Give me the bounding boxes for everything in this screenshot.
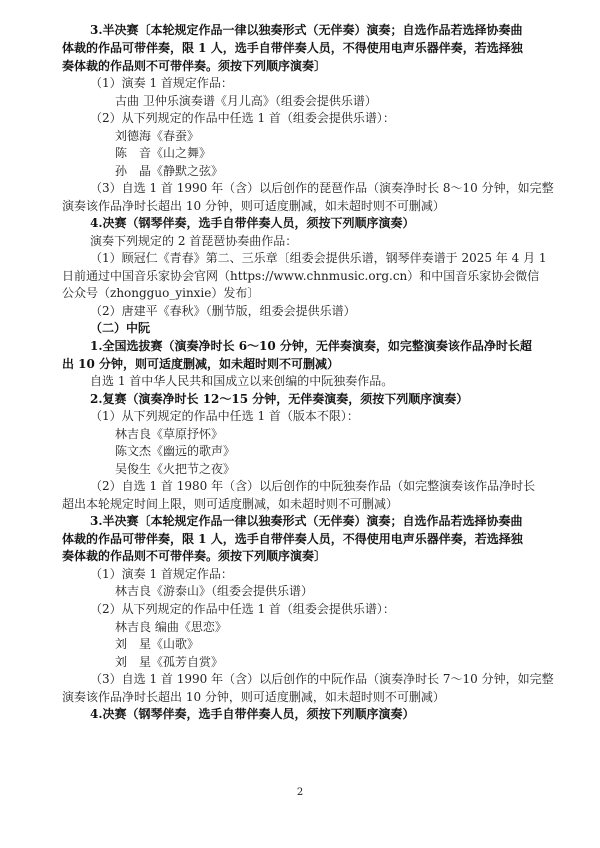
text-line: 刘德海《春蚕》 (115, 129, 200, 143)
text-line: 奏体裁的作品则不可带伴奏。须按下列顺序演奏〕 (62, 549, 327, 563)
text-line: （2）从下列规定的作品中任选 1 首（组委会提供乐谱）： (90, 111, 395, 125)
text-line: （3）自选 1 首 1990 年（含）以后创作的琵琶作品（演奏净时长 8～10 分钟，如完整 (90, 181, 554, 195)
text-line: 2.复赛（演奏净时长 12～15 分钟，无伴奏演奏，须按下列顺序演奏） (90, 392, 469, 406)
text-line: 刘 星《孤芳自赏》 (115, 655, 224, 669)
text-line: 4.决赛（钢琴伴奏，选手自带伴奏人员，须按下列顺序演奏） (90, 707, 415, 721)
text-line: 体裁的作品可带伴奏，限 1 人，选手自带伴奏人员，不得使用电声乐器伴奏，若选择独 (62, 41, 523, 55)
text-line: 体裁的作品可带伴奏，限 1 人，选手自带伴奏人员，不得使用电声乐器伴奏，若选择独 (62, 532, 523, 546)
text-line: 出 10 分钟，则可适度删减，如未超时则不可删减） (62, 357, 340, 371)
text-line: （2）自选 1 首 1980 年（含）以后创作的中阮独奏作品（如完整演奏该作品净时长 (90, 479, 536, 493)
text-line: 陈文杰《幽远的歌声》 (115, 444, 236, 458)
text-line: 林吉良《游泰山》（组委会提供乐谱） (115, 584, 314, 598)
text-line: 公众号（zhongguo_yinxie）发布〕 (62, 286, 260, 300)
text-line: 孙 晶《静默之弦》 (115, 164, 224, 178)
text-line: 3.半决赛〔本轮规定作品一律以独奏形式（无伴奏）演奏；自选作品若选择协奏曲 (90, 23, 523, 37)
text-line: 4.决赛（钢琴伴奏，选手自带伴奏人员，须按下列顺序演奏） (90, 216, 415, 230)
text-line: （3）自选 1 首 1990 年（含）以后创作的中阮作品（演奏净时长 7～10 分钟，如完整 (90, 672, 554, 686)
text-line: 林吉良 编曲《思恋》 (115, 620, 227, 634)
text-line: 林吉良《草原抒怀》 (115, 427, 224, 441)
text-line: （1）演奏 1 首规定作品： (90, 567, 233, 581)
text-line: （1）顾冠仁《青春》第二、三乐章〔组委会提供乐谱，钢琴伴奏谱于 2025 年 4 月 1 (90, 251, 547, 265)
text-line: 吴俊生《火把节之夜》 (115, 462, 236, 476)
text-line: （2）从下列规定的作品中任选 1 首（组委会提供乐谱）： (90, 602, 395, 616)
text-line: 演奏该作品净时长超出 10 分钟，则可适度删减，如未超时则不可删减） (62, 690, 445, 704)
text-line: 自选 1 首中华人民共和国成立以来创编的中阮独奏作品。 (90, 374, 394, 388)
text-line: 奏体裁的作品则不可带伴奏。须按下列顺序演奏〕 (62, 59, 327, 73)
text-line: 超出本轮规定时间上限，则可适度删减，如未超时则不可删减） (62, 497, 399, 511)
page-number: 2 (296, 787, 304, 798)
text-line: 日前通过中国音乐家协会官网（https://www.chnmusic.org.cn）和中国音乐家协会微信 (62, 269, 540, 283)
text-line: 演奏该作品净时长超出 10 分钟，则可适度删减，如未超时则不可删减） (62, 199, 445, 213)
text-line: （1）从下列规定的作品中任选 1 首（版本不限）： (90, 409, 359, 423)
text-line: 陈 音《山之舞》 (115, 146, 212, 160)
text-line: （2）唐建平《春秋》（删节版，组委会提供乐谱） (90, 304, 356, 318)
text-line: 1.全国选拔赛（演奏净时长 6～10 分钟，无伴奏演奏，如完整演奏该作品净时长超 (90, 339, 532, 353)
text-line: （二）中阮 (90, 321, 151, 335)
text-line: 3.半决赛〔本轮规定作品一律以独奏形式（无伴奏）演奏；自选作品若选择协奏曲 (90, 514, 523, 528)
text-line: （1）演奏 1 首规定作品： (90, 76, 233, 90)
text-line: 古曲 卫仲乐演奏谱《月儿高》（组委会提供乐谱） (115, 94, 377, 108)
text-line: 刘 星《山歌》 (115, 637, 200, 651)
text-line: 演奏下列规定的 2 首琵琶协奏曲作品： (90, 234, 298, 248)
